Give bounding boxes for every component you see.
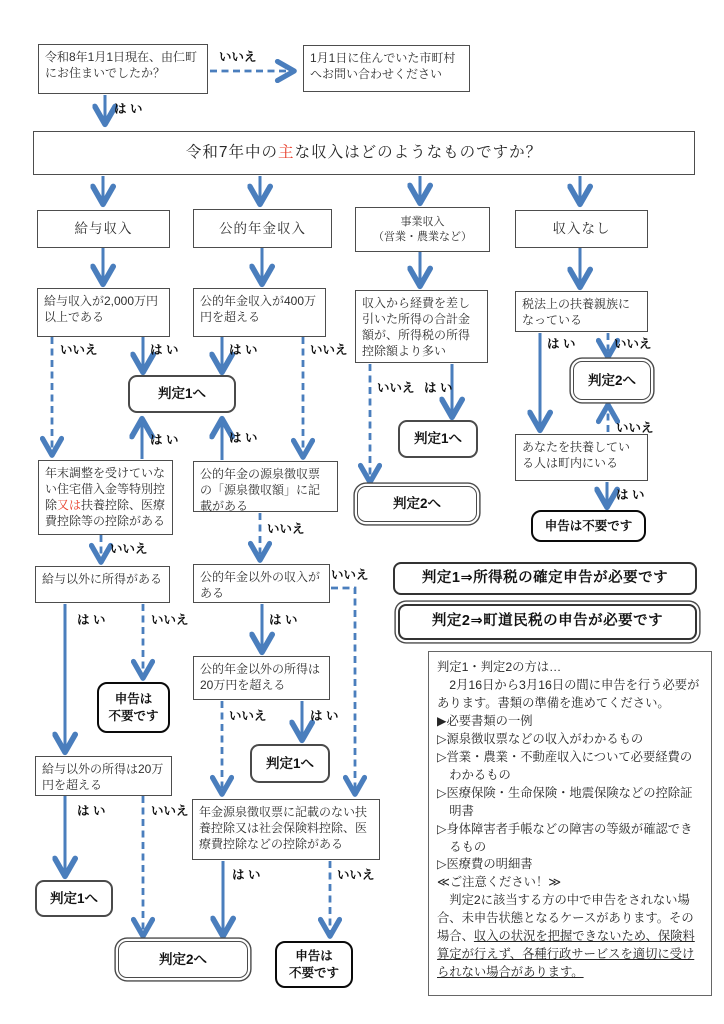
main-question-pre: 令和7年中の — [185, 143, 279, 161]
node-judge1-top: 判定1へ — [128, 375, 236, 413]
yes-label: は い — [150, 433, 179, 447]
no-label: いいえ — [229, 709, 267, 723]
node-residence-question: 令和8年1月1日現在、由仁町にお住まいでしたか？ — [38, 44, 208, 94]
yes-label: は い — [229, 431, 258, 445]
node-business-over-deductions: 収入から経費を差し引いた所得の合計金額が、所得税の所得控除額より多い — [355, 290, 488, 363]
yes-label: は い — [616, 488, 645, 502]
notice-doc-item: ▷医療保険・生命保険・地震保険などの控除証明書 — [437, 785, 693, 818]
no-label: いいえ — [267, 522, 305, 536]
node-no-filing-no-income: 申告は不要です — [531, 510, 646, 542]
notice-title: 判定1・判定2の方は… — [437, 660, 562, 674]
node-judge1-business: 判定1へ — [398, 420, 478, 458]
node-salary-over-20m: 給与収入が2,000万円以上である — [37, 288, 170, 337]
yes-label: は い — [424, 381, 453, 395]
node-no-income: 収入なし — [515, 210, 648, 248]
no-label: いいえ — [151, 613, 189, 627]
no-filing-line1: 申告は — [295, 948, 333, 963]
node-pension-other-income: 公的年金以外の収入がある — [193, 564, 330, 603]
yes-label: は い — [229, 343, 258, 357]
node-main-income-question — [33, 131, 695, 175]
yes-label: は い — [150, 343, 179, 357]
main-question-post: な収入はどのようなものですか？ — [294, 143, 543, 161]
no-filing-line1: 申告は — [114, 691, 153, 706]
main-question-highlight: 主 — [278, 143, 295, 161]
node-pension-income: 公的年金収入 — [193, 209, 332, 248]
node-no-filing-salary — [97, 682, 170, 733]
node-business-income — [355, 207, 490, 252]
node-deductions-not-on-slip: 年金源泉徴収票に記載のない扶養控除又は社会保険料控除、医療費控除などの控除がある — [192, 799, 380, 860]
node-judge2-business: 判定2へ — [357, 486, 477, 522]
node-salary-other-over-200k: 給与以外の所得は20万円を超える — [35, 756, 172, 796]
business-income-line1: 事業収入 — [400, 215, 445, 228]
node-salary-income: 給与収入 — [37, 210, 170, 248]
node-judge2-bottom: 判定2へ — [118, 941, 248, 978]
notice-panel — [428, 651, 712, 996]
yearend-post: 扶養控除、医療費控除等の控除がある — [45, 497, 166, 528]
node-no-filing-bottom — [275, 941, 353, 988]
node-pension-other-over-200k: 公的年金以外の所得は20万円を超える — [193, 656, 330, 700]
no-filing-line2: 不要です — [288, 965, 339, 980]
no-label: いいえ — [310, 343, 348, 357]
notice-doc-item: ▷身体障害者手帳などの障害の等級が確認できるもの — [437, 821, 693, 854]
notice-caution-underlined: 収入の状況を把握できないため、保険料算定が行えず、各種行政サービスを適切に受けられない場合があります。 — [437, 929, 695, 980]
notice-caution-header: ≪ご注意ください！≫ — [437, 875, 562, 890]
no-label: いいえ — [614, 337, 652, 351]
no-label: いいえ — [110, 542, 148, 556]
node-pension-withholding-slip: 公的年金の源泉徴収票の「源泉徴収額」に記載がある — [193, 461, 338, 512]
node-judge1-pension: 判定1へ — [250, 744, 330, 783]
yes-label: は い — [77, 804, 106, 818]
notice-doc-item: ▷医療費の明細書 — [437, 857, 533, 872]
node-yearend-adjustment — [38, 460, 173, 535]
no-filing-line2: 不要です — [108, 708, 159, 723]
no-label: いいえ — [377, 381, 415, 395]
notice-doc-item: ▷源泉徴収票などの収入がわかるもの — [437, 731, 644, 746]
legend-judge1: 判定1⇒所得税の確定申告が必要です — [393, 562, 697, 595]
no-label: いいえ — [151, 804, 189, 818]
no-label: いいえ — [616, 421, 654, 435]
yes-label: は い — [77, 613, 106, 627]
yes-label: は い — [269, 613, 298, 627]
notice-caution-pre: 判定2に該当する方の中で申告をされない場合、未申告状態となるケースがあります。その場合、 — [437, 893, 694, 944]
notice-doc-item: ▷営業・農業・不動産収入について必要経費のわかるもの — [437, 749, 693, 782]
legend-judge2: 判定2⇒町道民税の申告が必要です — [398, 604, 697, 640]
yes-label: は い — [114, 102, 143, 116]
yearend-highlight: 又は — [57, 497, 82, 512]
notice-docs-header: ▶必要書類の一例 — [437, 713, 533, 728]
node-salary-other-income: 給与以外に所得がある — [35, 566, 170, 603]
no-label: いいえ — [60, 343, 98, 357]
notice-intro: 2月16日から3月16日の間に申告を行う必要があります。書類の準備を進めてください。 — [437, 677, 700, 710]
no-label: いいえ — [219, 50, 257, 64]
node-contact-other-city: 1月1日に住んでいた市町村へお問い合わせください — [303, 45, 470, 92]
arrow-pension-other-no — [331, 588, 355, 793]
node-judge1-salary: 判定1へ — [35, 880, 113, 917]
node-judge2-no-income: 判定2へ — [573, 361, 651, 400]
node-pension-over-4m: 公的年金収入が400万円を超える — [193, 288, 326, 337]
yes-label: は い — [232, 868, 261, 882]
business-income-line2: （営業・農業など） — [373, 230, 472, 243]
node-is-tax-dependent: 税法上の扶養親族になっている — [515, 291, 648, 332]
yearend-pre: 年末調整を受けていない住宅借入金等特別控除 — [45, 466, 166, 512]
yes-label: は い — [547, 337, 576, 351]
notice-caution-body — [437, 892, 703, 982]
node-supporter-in-town: あなたを扶養している人は町内にいる — [515, 434, 648, 481]
no-label: いいえ — [331, 568, 369, 582]
no-label: いいえ — [337, 868, 375, 882]
yes-label: は い — [310, 709, 339, 723]
